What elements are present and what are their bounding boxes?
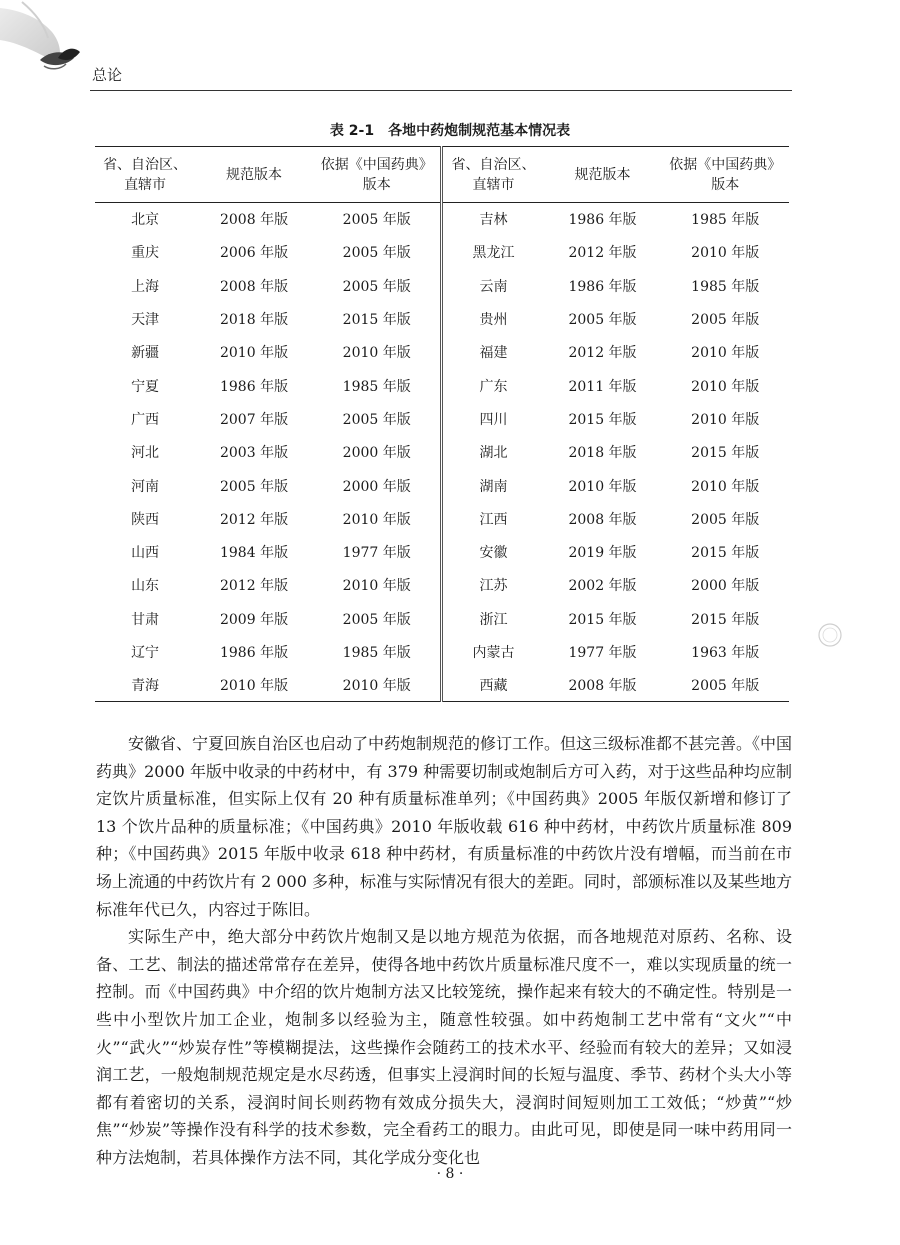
table-cell: 辽宁 <box>131 645 160 661</box>
section-title: 总论 <box>92 66 123 84</box>
table-cell: 2007 年版 <box>219 411 289 428</box>
column-header-version-left: 规范版本 <box>195 147 313 203</box>
table-caption: 表 2-1 各地中药炮制规范基本情况表 <box>329 123 571 139</box>
column-header-region-right: 省、自治区、 直辖市 <box>442 147 544 203</box>
table-body <box>95 203 789 702</box>
table-cell: 2012 年版 <box>568 345 637 362</box>
table-cell: 2005 年版 <box>219 478 289 495</box>
table-cell: 2010 年版 <box>691 378 760 395</box>
table-cell: 新疆 <box>131 345 160 362</box>
table-cell: 2010 年版 <box>313 336 442 369</box>
table-cell: 1986 年版 <box>568 278 637 295</box>
table-cell: 1986 年版 <box>219 645 289 661</box>
table-cell: 2010 年版 <box>313 569 442 602</box>
table-cell: 2003 年版 <box>219 445 289 462</box>
table-cell: 1984 年版 <box>219 545 289 562</box>
table-cell: 2010 年版 <box>691 345 760 362</box>
table-row <box>95 302 789 335</box>
table-cell: 2008 年版 <box>568 511 637 528</box>
table-cell: 广东 <box>479 378 508 395</box>
table-cell: 北京 <box>131 212 160 229</box>
table-cell: 江苏 <box>479 578 508 595</box>
page-number: · 8 · <box>436 1166 464 1182</box>
table-cell: 2012 年版 <box>219 511 289 528</box>
table-cell: 2010 年版 <box>568 478 637 495</box>
table-cell: 2010 年版 <box>219 345 289 362</box>
table-cell: 2006 年版 <box>219 245 289 262</box>
table-cell: 2005 年版 <box>661 669 789 702</box>
table-cell: 1986 年版 <box>568 212 637 229</box>
table-cell: 2018 年版 <box>568 445 637 462</box>
table-cell: 青海 <box>95 669 195 702</box>
table-row <box>95 602 789 635</box>
table-row <box>95 203 789 236</box>
table-cell: 2012 年版 <box>219 578 289 595</box>
table-cell: 2018 年版 <box>219 312 289 329</box>
body-text <box>96 730 792 1172</box>
table-cell: 内蒙古 <box>472 645 515 661</box>
table-cell: 陕西 <box>131 511 160 528</box>
standards-table <box>95 146 789 702</box>
table-cell: 宁夏 <box>131 378 160 395</box>
table-cell: 福建 <box>479 345 508 362</box>
table-header-row <box>95 147 789 203</box>
table-cell: 2005 年版 <box>313 602 442 635</box>
table-cell: 2005 年版 <box>313 203 442 236</box>
table-row <box>95 635 789 668</box>
table-cell: 河北 <box>131 445 160 462</box>
table-cell: 1985 年版 <box>313 635 442 668</box>
paragraph: 实际生产中，绝大部分中药饮片炮制又是以地方规范为依据，而各地规范对原药、名称、设备、工艺、制法的描述常常存在差异，使得各地中药饮片质量标准尺度不一，难以实现质量的统一控制。而《中国药典》中介绍的饮片炮制方法又比较笼统，操作起来有较大的不确定性。特别是一些中小型饮片加工企业，炮制多以经验为主，随意性较强。如中药炮制工艺中常有“文火”“中火”“武火”“炒炭存性”等模糊提法，这些操作会随药工的技术水平、经验而有较大的差异；又如浸润工艺，一般炮制规范规定是水尽药透，但事实上浸润时间的长短与温度、季节、药材个头大小等都有着密切的关系，浸润时间长则药物有效成分损失大，浸润时间短则加工工效低；“炒黄”“炒焦”“炒炭”等操作没有科学的技术参数，完全看药工的眼力。由此可见，即使是同一味中药用同一种方法炮制，若具体操作方法不同，其化学成分变化也 <box>96 927 792 1167</box>
table-row <box>95 336 789 369</box>
table-cell: 天津 <box>131 312 160 329</box>
table-cell: 广西 <box>131 411 160 428</box>
table-cell: 2000 年版 <box>691 578 760 595</box>
table-cell: 河南 <box>131 478 160 495</box>
table-row <box>95 569 789 602</box>
table-cell: 2005 年版 <box>691 312 760 329</box>
table-cell: 2015 年版 <box>691 611 760 628</box>
table-cell: 2011 年版 <box>568 378 637 395</box>
table-row <box>95 236 789 269</box>
table-cell: 浙江 <box>479 611 508 628</box>
table-cell: 2010 年版 <box>691 245 760 262</box>
table-cell: 安徽 <box>479 545 508 562</box>
table-cell: 1977 年版 <box>568 645 637 661</box>
table-row <box>95 669 789 702</box>
table-cell: 云南 <box>479 278 508 295</box>
table-cell: 2005 年版 <box>568 312 637 329</box>
table-row <box>95 436 789 469</box>
table-cell: 2005 年版 <box>313 269 442 302</box>
table-cell: 重庆 <box>131 245 160 262</box>
table-cell: 2015 年版 <box>313 302 442 335</box>
table-cell: 甘肃 <box>131 611 160 628</box>
table-cell: 2010 年版 <box>313 669 442 702</box>
table-cell: 黑龙江 <box>472 245 515 262</box>
table-cell: 上海 <box>131 278 160 295</box>
table-cell: 山西 <box>131 545 160 562</box>
table-row <box>95 369 789 402</box>
table-cell: 2010 年版 <box>691 411 760 428</box>
table-cell: 山东 <box>131 578 160 595</box>
table-cell: 2015 年版 <box>691 545 760 562</box>
table-cell: 1985 年版 <box>313 369 442 402</box>
table-cell: 1985 年版 <box>691 212 760 229</box>
table-cell: 2008 年版 <box>219 278 289 295</box>
table-cell: 1963 年版 <box>691 645 760 661</box>
table-cell: 1985 年版 <box>691 278 760 295</box>
table-cell: 2000 年版 <box>313 436 442 469</box>
table-cell: 2015 年版 <box>691 445 760 462</box>
table-cell: 江西 <box>479 511 508 528</box>
table-cell: 2005 年版 <box>313 236 442 269</box>
table-cell: 2008 年版 <box>219 212 289 229</box>
table-row <box>95 535 789 568</box>
table-cell: 2002 年版 <box>568 578 637 595</box>
table-cell: 2005 年版 <box>691 511 760 528</box>
table-cell: 湖北 <box>479 445 508 462</box>
table-cell: 2010 年版 <box>691 478 760 495</box>
table-cell: 2019 年版 <box>568 545 637 562</box>
table-cell: 2015 年版 <box>568 411 637 428</box>
table-cell: 西藏 <box>442 669 544 702</box>
table-cell: 2010 年版 <box>195 669 313 702</box>
table-cell: 2008 年版 <box>544 669 662 702</box>
table-cell: 2005 年版 <box>313 402 442 435</box>
column-header-pharmacopoeia-left: 依据《中国药典》 版本 <box>313 147 442 203</box>
table-cell: 吉林 <box>479 212 508 229</box>
table-cell: 2010 年版 <box>313 502 442 535</box>
table-row <box>95 269 789 302</box>
table-cell: 2000 年版 <box>313 469 442 502</box>
table-row <box>95 469 789 502</box>
table-cell: 2009 年版 <box>219 611 289 628</box>
column-header-region-left: 省、自治区、 直辖市 <box>95 147 195 203</box>
column-header-pharmacopoeia-right: 依据《中国药典》 版本 <box>661 147 789 203</box>
paragraph: 安徽省、宁夏回族自治区也启动了中药炮制规范的修订工作。但这三级标准都不甚完善。《中国药典》2000 年版中收录的中药材中，有 379 种需要切制或炮制后方可入药，对于这些品种均应制定饮片质量标准，但实际上仅有 20 种有质量标准单列；《中国药典》2005 年版仅新增和修订了 13 个饮片品种的质量标准；《中国药典》2010 年版收载 616 种中药材，中药饮片质量标准 809 种；《中国药典》2015 年版中收录 618 种中药材，有质量标准的中药饮片没有增幅，而当前在市场上流通的中药饮片有 2 000 多种，标准与实际情况有很大的差距。同时，部颁标准以及某些地方标准年代已久，内容过于陈旧。 <box>96 734 793 919</box>
table-cell: 2012 年版 <box>568 245 637 262</box>
table-cell: 四川 <box>479 411 508 428</box>
table-row <box>95 502 789 535</box>
column-header-version-right: 规范版本 <box>544 147 662 203</box>
header-divider <box>90 90 792 91</box>
table-cell: 贵州 <box>479 312 508 329</box>
table-row <box>95 402 789 435</box>
table-cell: 2015 年版 <box>568 611 637 628</box>
table-cell: 1977 年版 <box>313 535 442 568</box>
table-cell: 1986 年版 <box>219 378 289 395</box>
watermark-badge-icon <box>817 622 843 648</box>
table-cell: 湖南 <box>479 478 508 495</box>
